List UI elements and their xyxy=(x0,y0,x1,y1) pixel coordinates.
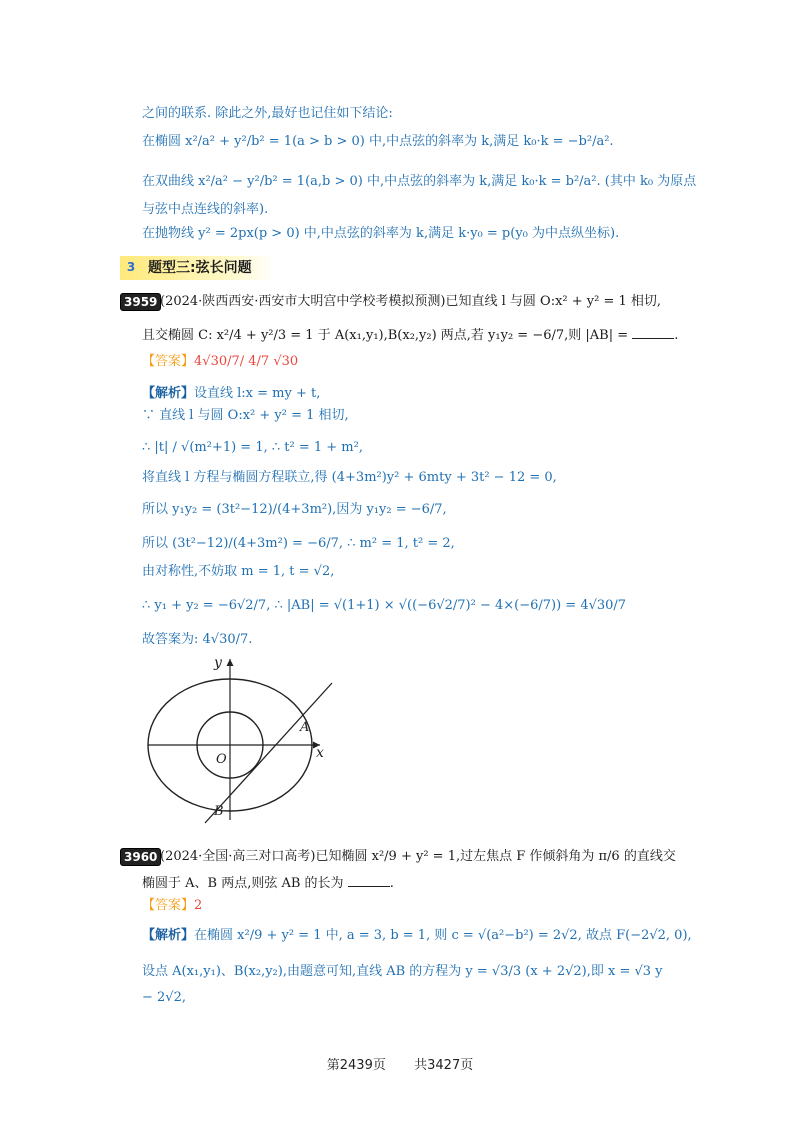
answer-label: 【答案】 xyxy=(142,898,195,913)
problem-3960-question-line-1: (2024·全国·高三对口高考)已知椭圆 x²/9 + y² = 1,过左焦点 F 作倾斜角为 π/6 的直线交 xyxy=(160,849,676,864)
intro-line-1: 之间的联系. 除此之外,最好也记住如下结论: xyxy=(142,106,393,121)
solution-line-2: ∵ 直线 l 与圆 O:x² + y² = 1 相切, xyxy=(142,408,349,423)
section-title: 题型三:弦长问题 xyxy=(148,260,252,276)
problem-number-badge: 3959 xyxy=(120,293,161,311)
question-text: 椭圆于 A、B 两点,则弦 AB 的长为 xyxy=(142,876,348,891)
answer-row xyxy=(142,896,202,916)
answer-value: 4√30/7 xyxy=(194,354,240,369)
intro-line-4: 与弦中点连线的斜率). xyxy=(142,202,269,217)
page-footer xyxy=(0,1054,800,1073)
origin-label: O xyxy=(216,752,227,767)
answer-blank xyxy=(632,326,674,339)
intro-line-3: 在双曲线 x²/a² − y²/b² = 1(a,b > 0) 中,中点弦的斜率为 k,满足 k₀·k = b²/a². (其中 k₀ 为原点 xyxy=(142,174,697,189)
solution-line-6: 所以 (3t²−12)/(4+3m²) = −6/7, ∴ m² = 1, t² = 2, xyxy=(142,536,455,551)
solution-line-1: 【解析】在椭圆 x²/9 + y² = 1 中, a = 3, b = 1, 则 c = √(a²−b²) = 2√2, 故点 F(−2√2, 0), xyxy=(142,928,692,943)
answer-label: 【答案】 xyxy=(142,354,195,369)
problem-3959-question-line-2: 且交椭圆 C: x²/4 + y²/3 = 1 于 A(x₁,y₁),B(x₂,y₂) 两点,若 y₁y₂ = −6/7,则 |AB| = . xyxy=(142,328,679,343)
answer-alt: / 4/7 √30 xyxy=(239,354,299,369)
solution-line-2: 设点 A(x₁,y₁)、B(x₂,y₂),由题意可知,直线 AB 的方程为 y = √3/3 (x + 2√2),即 x = √3 y xyxy=(142,964,663,979)
section-number-icon: 3 xyxy=(126,260,136,274)
solution-line-4: 将直线 l 方程与椭圆方程联立,得 (4+3m²)y² + 6mty + 3t² − 12 = 0, xyxy=(142,470,557,485)
point-b-label: B xyxy=(214,804,224,819)
total-pages: 共3427页 xyxy=(414,1058,474,1073)
solution-line-1: 【解析】设直线 l:x = my + t, xyxy=(142,386,321,401)
page-number: 第2439页 xyxy=(326,1058,386,1073)
problem-number-badge: 3960 xyxy=(120,848,161,866)
question-text: 且交椭圆 C: x²/4 + y²/3 = 1 于 A(x₁,y₁),B(x₂,y₂) 两点,若 y₁y₂ = −6/7,则 |AB| = xyxy=(142,328,633,343)
answer-value: 2 xyxy=(194,898,203,913)
solution-line-5: 所以 y₁y₂ = (3t²−12)/(4+3m²),因为 y₁y₂ = −6/7, xyxy=(142,502,447,517)
point-a-label: A xyxy=(300,720,310,735)
solution-label: 【解析】 xyxy=(142,386,195,401)
answer-blank xyxy=(348,874,390,887)
intro-line-5: 在抛物线 y² = 2px(p > 0) 中,中点弦的斜率为 k,满足 k·y₀ = p(y₀ 为中点纵坐标). xyxy=(142,226,620,241)
y-axis-label: y xyxy=(214,655,222,671)
problem-3960-question-line-2: 椭圆于 A、B 两点,则弦 AB 的长为 . xyxy=(142,876,394,891)
solution-line-9: 故答案为: 4√30/7. xyxy=(142,632,253,647)
x-axis-label: x xyxy=(316,745,324,761)
solution-line-3: − 2√2, xyxy=(142,990,186,1005)
solution-label: 【解析】 xyxy=(142,928,195,943)
solution-line-8: ∴ y₁ + y₂ = −6√2/7, ∴ |AB| = √(1+1) × √((−6√2/7)² − 4×(−6/7)) = 4√30/7 xyxy=(142,598,627,613)
intro-line-2: 在椭圆 x²/a² + y²/b² = 1(a > b > 0) 中,中点弦的斜率为 k,满足 k₀·k = −b²/a². xyxy=(142,134,614,149)
solution-line-3: ∴ |t| / √(m²+1) = 1, ∴ t² = 1 + m², xyxy=(142,440,363,455)
answer-row xyxy=(142,352,298,372)
problem-3959-question-line-1: (2024·陕西西安·西安市大明宫中学校考模拟预测)已知直线 l 与圆 O:x² + y² = 1 相切, xyxy=(160,294,662,309)
solution-line-7: 由对称性,不妨取 m = 1, t = √2, xyxy=(142,564,335,579)
ellipse-circle-figure xyxy=(140,655,360,825)
